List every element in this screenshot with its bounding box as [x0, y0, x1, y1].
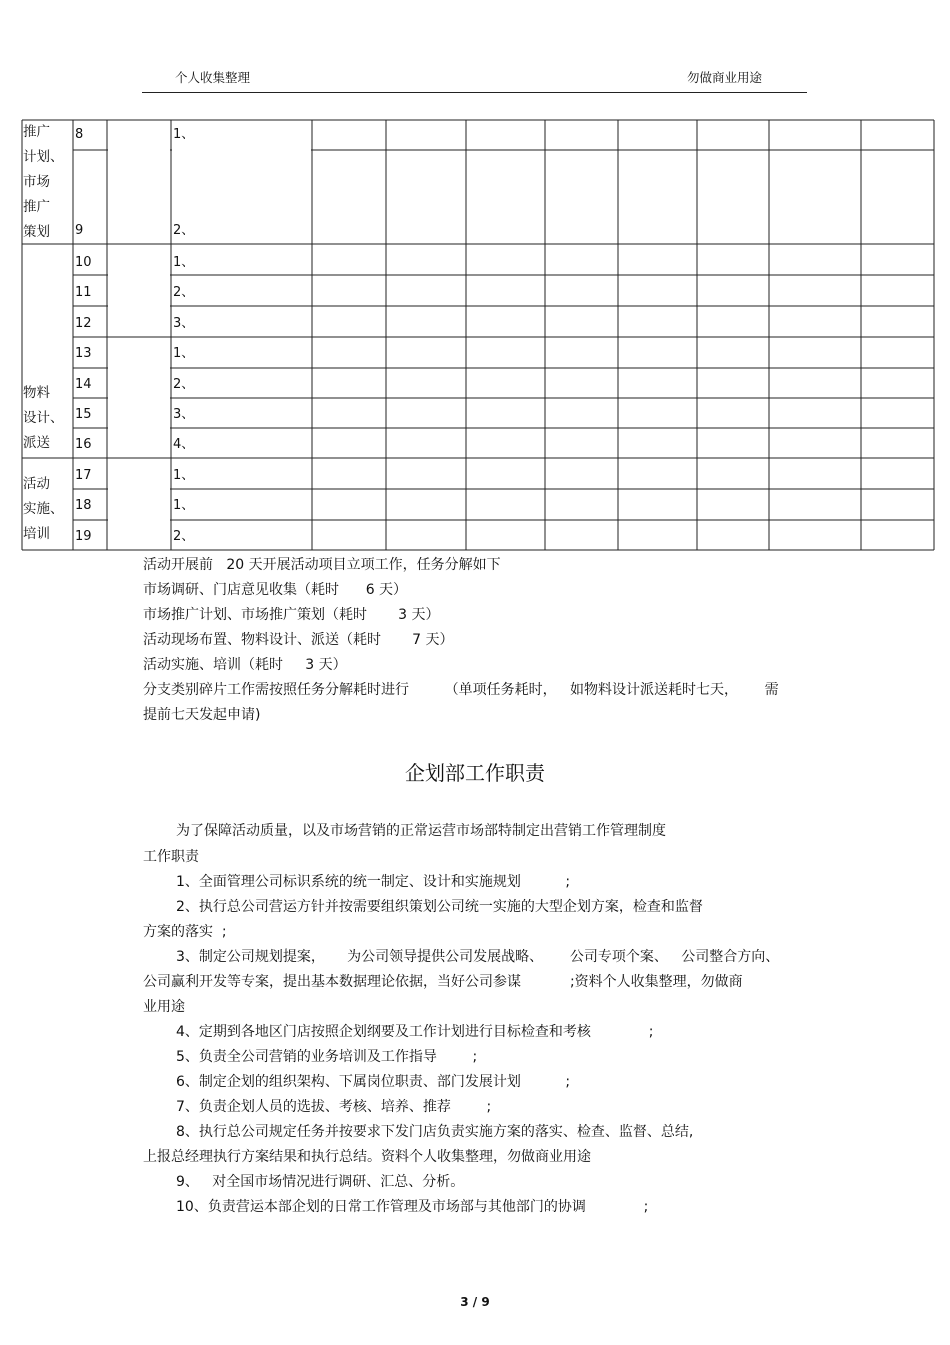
intro-paragraph: 为了保障活动质量，以及市场营销的正常运营市场部特制定出营销工作管理制度 [176, 823, 666, 839]
header-right: 勿做商业用途 [687, 70, 763, 85]
section-title: 企划部工作职责 [405, 761, 545, 785]
duty-line: 8、执行总公司规定任务并按要求下发门店负责实施方案的落实、检查、监督、总结, [176, 1124, 694, 1140]
duty-line: 4、定期到各地区门店按照企划纲要及工作计划进行目标检查和考核 ; [176, 1024, 654, 1040]
row-number: 11 [75, 285, 92, 300]
header-left: 个人收集整理 [175, 70, 251, 85]
row-item: 3、 [173, 316, 195, 331]
duty-line: 6、制定企划的组织架构、下属岗位职责、部门发展计划 ; [176, 1074, 571, 1090]
row-number: 13 [75, 346, 92, 361]
duty-line: 7、负责企划人员的选拔、考核、培养、推荐 ; [176, 1099, 492, 1115]
category-label-promotion: 推广 计划、 市场 推广 策划 [23, 124, 64, 240]
row-item: 1、 [173, 346, 195, 361]
duty-line: 3、制定公司规划提案， 为公司领导提供公司发展战略、 公司专项个案、 公司整合方向、 [176, 949, 780, 965]
note-line: 活动实施、培训（耗时 3 天） [143, 657, 347, 673]
row-item: 4、 [173, 437, 195, 452]
row-number: 8 [75, 127, 84, 142]
row-number: 17 [75, 468, 92, 483]
row-item: 1、 [173, 255, 195, 270]
row-number: 14 [75, 377, 92, 392]
row-item: 1、 [173, 498, 195, 513]
category-label-training: 活动 实施、 培训 [23, 476, 64, 542]
duty-line: 方案的落实 ; [143, 924, 227, 940]
note-line: 分支类别碎片工作需按照任务分解耗时进行 （单项任务耗时， 如物料设计派送耗时七天， 需 [143, 682, 779, 698]
row-number: 19 [75, 529, 92, 544]
note-line: 活动开展前 20 天开展活动项目立项工作，任务分解如下 [143, 557, 501, 573]
row-number: 18 [75, 498, 92, 513]
row-number: 15 [75, 407, 92, 422]
row-item: 1、 [173, 468, 195, 483]
duty-line: 公司赢利开发等专案，提出基本数据理论依据，当好公司参谋 ;资料个人收集整理，勿做商 [143, 974, 743, 990]
duty-line: 上报总经理执行方案结果和执行总结。资料个人收集整理，勿做商业用途 [143, 1149, 591, 1165]
row-item: 3、 [173, 407, 195, 422]
row-item: 2、 [173, 285, 195, 300]
duty-line: 业用途 [143, 999, 185, 1015]
note-line: 市场推广计划、市场推广策划（耗时 3 天） [143, 607, 440, 623]
note-line: 市场调研、门店意见收集（耗时 6 天） [143, 582, 408, 598]
duty-line: 10、负责营运本部企划的日常工作管理及市场部与其他部门的协调 ; [176, 1199, 649, 1215]
category-label-materials: 物料 设计、 派送 [23, 385, 64, 451]
row-item: 2、 [173, 377, 195, 392]
row-number: 10 [75, 255, 92, 270]
duty-line: 9、 对全国市场情况进行调研、汇总、分析。 [176, 1174, 465, 1190]
row-number: 12 [75, 316, 92, 331]
row-number: 9 [75, 223, 84, 238]
task-table-grid [0, 0, 950, 560]
row-item: 1、 [173, 127, 195, 142]
note-line: 活动现场布置、物料设计、派送（耗时 7 天） [143, 632, 454, 648]
duty-line: 5、负责全公司营销的业务培训及工作指导 ; [176, 1049, 478, 1065]
row-item: 2、 [173, 223, 195, 238]
page-number: 3 / 9 [460, 1295, 490, 1309]
note-line: 提前七天发起申请) [143, 707, 261, 723]
duty-line: 2、执行总公司营运方针并按需要组织策划公司统一实施的大型企划方案，检查和监督 [176, 899, 703, 915]
row-number: 16 [75, 437, 92, 452]
row-item: 2、 [173, 529, 195, 544]
duties-heading: 工作职责 [143, 849, 199, 865]
duty-line: 1、全面管理公司标识系统的统一制定、设计和实施规划 ; [176, 874, 571, 890]
